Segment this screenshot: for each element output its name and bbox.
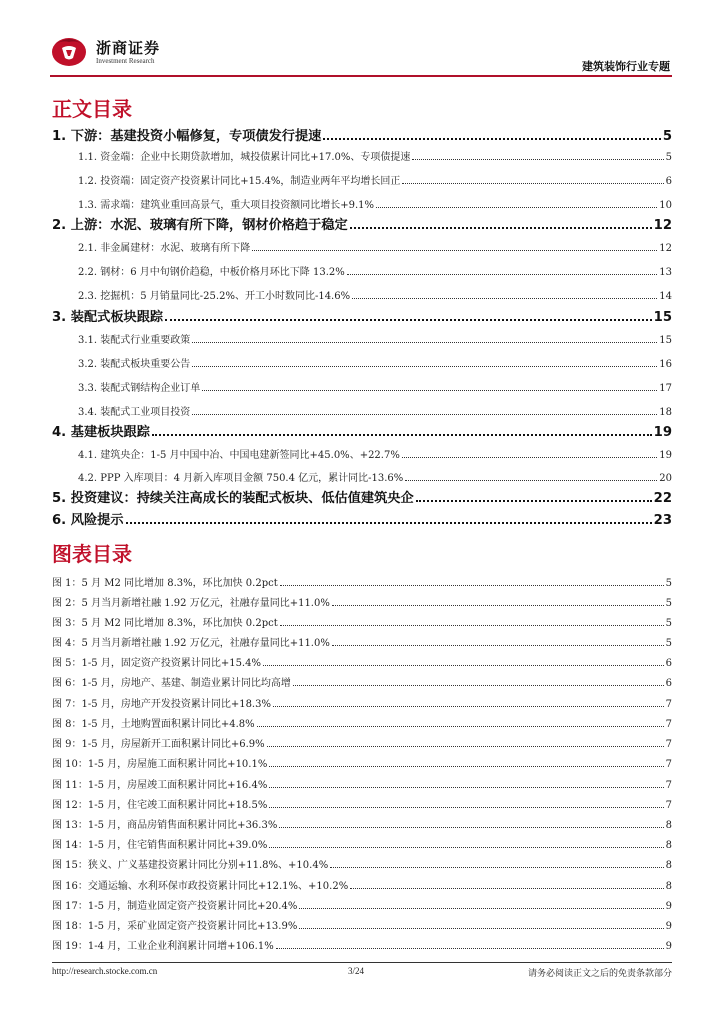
toc-subsection-entry-text: 3.4. 装配式工业项目投资: [78, 407, 191, 418]
toc-section-entry[interactable]: [52, 486, 672, 506]
dot-leader: [352, 297, 657, 299]
toc-section-entry-text: 5. 投资建议：持续关注高成长的装配式板块、低估值建筑央企: [52, 491, 414, 506]
toc-subsection-entry-text: 4.2. PPP 入库项目：4 月新入库项目金额 750.4 亿元，累计同比-13.6%: [78, 473, 404, 484]
toc-section-entry-page: 23: [653, 513, 672, 528]
toc-subsection-entry-page: 16: [659, 359, 672, 370]
dot-leader: [332, 604, 664, 606]
toc-subsection-entry[interactable]: [78, 147, 672, 163]
toc-subsection-entry-text: 3.3. 装配式钢结构企业订单: [78, 383, 201, 394]
toc-subsection-entry-page: 5: [665, 152, 672, 163]
toc-section-entry-text: 3. 装配式板块跟踪: [52, 310, 164, 325]
figure-entry-page: 7: [665, 759, 672, 770]
toc-subsection-entry[interactable]: [78, 262, 672, 278]
figure-entry-text: 图 3：5 月 M2 同比增加 8.3%，环比加快 0.2pct: [52, 618, 278, 629]
figure-entry[interactable]: [52, 593, 672, 609]
dot-leader: [252, 249, 657, 251]
toc-subsection-entry[interactable]: [78, 468, 672, 484]
toc-section-entry[interactable]: [52, 508, 672, 528]
figure-entry-page: 7: [665, 739, 672, 750]
figure-entry-page: 6: [665, 678, 672, 689]
footer-divider: [52, 962, 672, 963]
dot-leader: [257, 725, 664, 727]
toc-subsection-entry-page: 12: [659, 243, 672, 254]
figure-entry-text: 图 15：狭义、广义基建投资累计同比分别+11.8%、+10.4%: [52, 860, 329, 871]
dot-leader: [323, 137, 660, 140]
toc-subsection-entry-page: 13: [659, 267, 672, 278]
report-type: 建筑装饰行业专题: [582, 60, 670, 73]
figure-entry-text: 图 7：1-5 月，房地产开发投资累计同比+18.3%: [52, 699, 271, 710]
figure-entry-page: 7: [665, 699, 672, 710]
toc-section-entry[interactable]: [52, 305, 672, 325]
dot-leader: [269, 846, 663, 848]
toc-subsection-entry-page: 18: [659, 407, 672, 418]
toc-title: 正文目录: [52, 97, 132, 121]
toc-subsection-entry-text: 4.1. 建筑央企：1-5 月中国中冶、中国电建新签同比+45.0%、+22.7%: [78, 450, 400, 461]
dot-leader: [347, 273, 658, 275]
dot-leader: [279, 826, 663, 828]
toc-section-entry-page: 15: [653, 310, 672, 325]
figure-entry-page: 8: [665, 860, 672, 871]
dot-leader: [299, 927, 663, 929]
dot-leader: [405, 479, 657, 481]
dot-leader: [332, 644, 664, 646]
dot-leader: [126, 521, 652, 524]
figure-entry-text: 图 18：1-5 月，采矿业固定资产投资累计同比+13.9%: [52, 921, 298, 932]
figure-entry-text: 图 19：1-4 月，工业企业利润累计同增+106.1%: [52, 941, 274, 952]
toc-section-entry[interactable]: [52, 420, 672, 440]
toc-section-entry-text: 6. 风险提示: [52, 513, 124, 528]
figure-entry-page: 8: [665, 840, 672, 851]
disclaimer-note: 请务必阅读正文之后的免责条款部分: [527, 969, 672, 979]
toc-subsection-entry-page: 15: [659, 335, 672, 346]
toc-subsection-entry-page: 20: [659, 473, 672, 484]
toc-subsection-entry-page: 6: [665, 176, 672, 187]
toc-subsection-entry-page: 14: [659, 291, 672, 302]
dot-leader: [269, 786, 663, 788]
figure-entry[interactable]: [52, 936, 672, 952]
figure-entry[interactable]: [52, 815, 672, 831]
footer-url[interactable]: http://research.stocke.com.cn: [52, 966, 158, 976]
figure-entry-page: 7: [665, 800, 672, 811]
toc-subsection-entry[interactable]: [78, 238, 672, 254]
figure-entry[interactable]: [52, 613, 672, 629]
figure-entry[interactable]: [52, 855, 672, 871]
dot-leader: [267, 745, 664, 747]
figure-entry-text: 图 14：1-5 月，住宅销售面积累计同比+39.0%: [52, 840, 268, 851]
toc-section-entry[interactable]: [52, 124, 672, 144]
dot-leader: [293, 684, 664, 686]
toc-subsection-entry[interactable]: [78, 171, 672, 187]
figure-entry[interactable]: [52, 673, 672, 689]
dot-leader: [269, 806, 663, 808]
toc-section-entry-page: 19: [653, 425, 672, 440]
dot-leader: [263, 664, 664, 666]
figure-entry[interactable]: [52, 896, 672, 912]
figure-entry-text: 图 5：1-5 月，固定资产投资累计同比+15.4%: [52, 658, 261, 669]
toc-subsection-entry-text: 3.2. 装配式板块重要公告: [78, 359, 191, 370]
figure-entry[interactable]: [52, 916, 672, 932]
figure-entry-text: 图 10：1-5 月，房屋施工面积累计同比+10.1%: [52, 759, 268, 770]
toc-subsection-entry-page: 10: [659, 200, 672, 211]
figure-entry-page: 6: [665, 658, 672, 669]
toc-subsection-entry[interactable]: [78, 402, 672, 418]
toc-subsection-entry-text: 3.1. 装配式行业重要政策: [78, 335, 191, 346]
toc-section-entry-text: 2. 上游：水泥、玻璃有所下降，钢材价格趋于稳定: [52, 218, 348, 233]
figure-entry-text: 图 9：1-5 月，房屋新开工面积累计同比+6.9%: [52, 739, 265, 750]
figure-entry-text: 图 6：1-5 月，房地产、基建、制造业累计同比均高增: [52, 678, 291, 689]
page-number: 3/24: [348, 966, 365, 976]
toc-subsection-entry[interactable]: [78, 354, 672, 370]
figure-entry[interactable]: [52, 754, 672, 770]
figure-entry[interactable]: [52, 633, 672, 649]
figure-entry-page: 7: [665, 719, 672, 730]
dot-leader: [299, 907, 663, 909]
toc-subsection-entry-text: 2.3. 挖掘机：5 月销量同比-25.2%、开工小时数同比-14.6%: [78, 291, 351, 302]
header-divider: [50, 75, 672, 77]
toc-subsection-entry-text: 1.2. 投资端：固定资产投资累计同比+15.4%，制造业两年平均增长回正: [78, 176, 401, 187]
dot-leader: [192, 365, 657, 367]
dot-leader: [402, 182, 663, 184]
toc-subsection-entry[interactable]: [78, 286, 672, 302]
figure-entry[interactable]: [52, 876, 672, 892]
logo-mark-icon: [50, 34, 88, 68]
figure-entry-text: 图 12：1-5 月，住宅竣工面积累计同比+18.5%: [52, 800, 268, 811]
figure-entry-text: 图 17：1-5 月，制造业固定资产投资累计同比+20.4%: [52, 901, 298, 912]
toc-subsection-entry-text: 2.1. 非金属建材：水泥、玻璃有所下降: [78, 243, 251, 254]
figure-entry-text: 图 4：5 月当月新增社融 1.92 万亿元，社融存量同比+11.0%: [52, 638, 330, 649]
figure-entry[interactable]: [52, 573, 672, 589]
figure-entry-page: 5: [665, 618, 672, 629]
dot-leader: [192, 413, 657, 415]
toc-subsection-entry[interactable]: [78, 330, 672, 346]
figure-entry-text: 图 2：5 月当月新增社融 1.92 万亿元，社融存量同比+11.0%: [52, 598, 330, 609]
figure-entry[interactable]: [52, 714, 672, 730]
figure-entry[interactable]: [52, 835, 672, 851]
figure-entry-text: 图 13：1-5 月，商品房销售面积累计同比+36.3%: [52, 820, 278, 831]
toc-subsection-entry-text: 2.2. 钢材：6 月中旬钢价趋稳，中板价格月环比下降 13.2%: [78, 267, 345, 278]
toc-section-entry[interactable]: [52, 213, 672, 233]
dot-leader: [280, 624, 664, 626]
toc-section-entry-page: 12: [653, 218, 672, 233]
toc-subsection-entry-text: 1.3. 需求端：建筑业重回高景气，重大项目投资额同比增长+9.1%: [78, 200, 375, 211]
figure-entry-page: 8: [665, 820, 672, 831]
dot-leader: [273, 705, 664, 707]
figure-entry-page: 9: [665, 941, 672, 952]
dot-leader: [350, 887, 663, 889]
figure-entry-text: 图 11：1-5 月，房屋竣工面积累计同比+16.4%: [52, 780, 268, 791]
figure-entry-text: 图 8：1-5 月，土地购置面积累计同比+4.8%: [52, 719, 255, 730]
brand-subtitle: Investment Research: [96, 57, 155, 65]
toc-subsection-entry[interactable]: [78, 445, 672, 461]
dot-leader: [269, 765, 663, 767]
dot-leader: [402, 456, 657, 458]
dot-leader: [350, 226, 652, 229]
dot-leader: [280, 584, 664, 586]
dot-leader: [416, 499, 652, 502]
toc-section-entry-text: 1. 下游：基建投资小幅修复，专项债发行提速: [52, 129, 322, 144]
dot-leader: [202, 389, 657, 391]
figure-entry-text: 图 16：交通运输、水利环保市政投资累计同比+12.1%、+10.2%: [52, 881, 349, 892]
toc-subsection-entry-page: 19: [659, 450, 672, 461]
toc-section-entry-page: 22: [653, 491, 672, 506]
toc-subsection-entry-page: 17: [659, 383, 672, 394]
figure-entry-page: 7: [665, 780, 672, 791]
dot-leader: [330, 866, 663, 868]
dot-leader: [276, 947, 664, 949]
toc-subsection-entry-text: 1.1. 资金端：企业中长期贷款增加，城投债累计同比+17.0%、专项债提速: [78, 152, 411, 163]
dot-leader: [165, 318, 652, 321]
dot-leader: [152, 433, 652, 436]
figure-entry[interactable]: [52, 653, 672, 669]
figure-entry-text: 图 1：5 月 M2 同比增加 8.3%，环比加快 0.2pct: [52, 578, 278, 589]
figure-entry-page: 5: [665, 638, 672, 649]
dot-leader: [412, 158, 663, 160]
toc-subsection-entry[interactable]: [78, 195, 672, 211]
dot-leader: [192, 341, 657, 343]
figure-entry[interactable]: [52, 775, 672, 791]
figure-entry[interactable]: [52, 795, 672, 811]
figure-entry-page: 9: [665, 921, 672, 932]
figure-entry[interactable]: [52, 734, 672, 750]
toc-subsection-entry[interactable]: [78, 378, 672, 394]
brand-name: 浙商证券: [96, 39, 161, 57]
figure-entry-page: 9: [665, 901, 672, 912]
figure-entry-page: 5: [665, 598, 672, 609]
toc-section-entry-text: 4. 基建板块跟踪: [52, 425, 150, 440]
figure-list-title: 图表目录: [52, 542, 132, 566]
toc-section-entry-page: 5: [662, 129, 672, 144]
figure-entry-page: 5: [665, 578, 672, 589]
dot-leader: [376, 206, 657, 208]
figure-entry-page: 8: [665, 881, 672, 892]
figure-entry[interactable]: [52, 694, 672, 710]
